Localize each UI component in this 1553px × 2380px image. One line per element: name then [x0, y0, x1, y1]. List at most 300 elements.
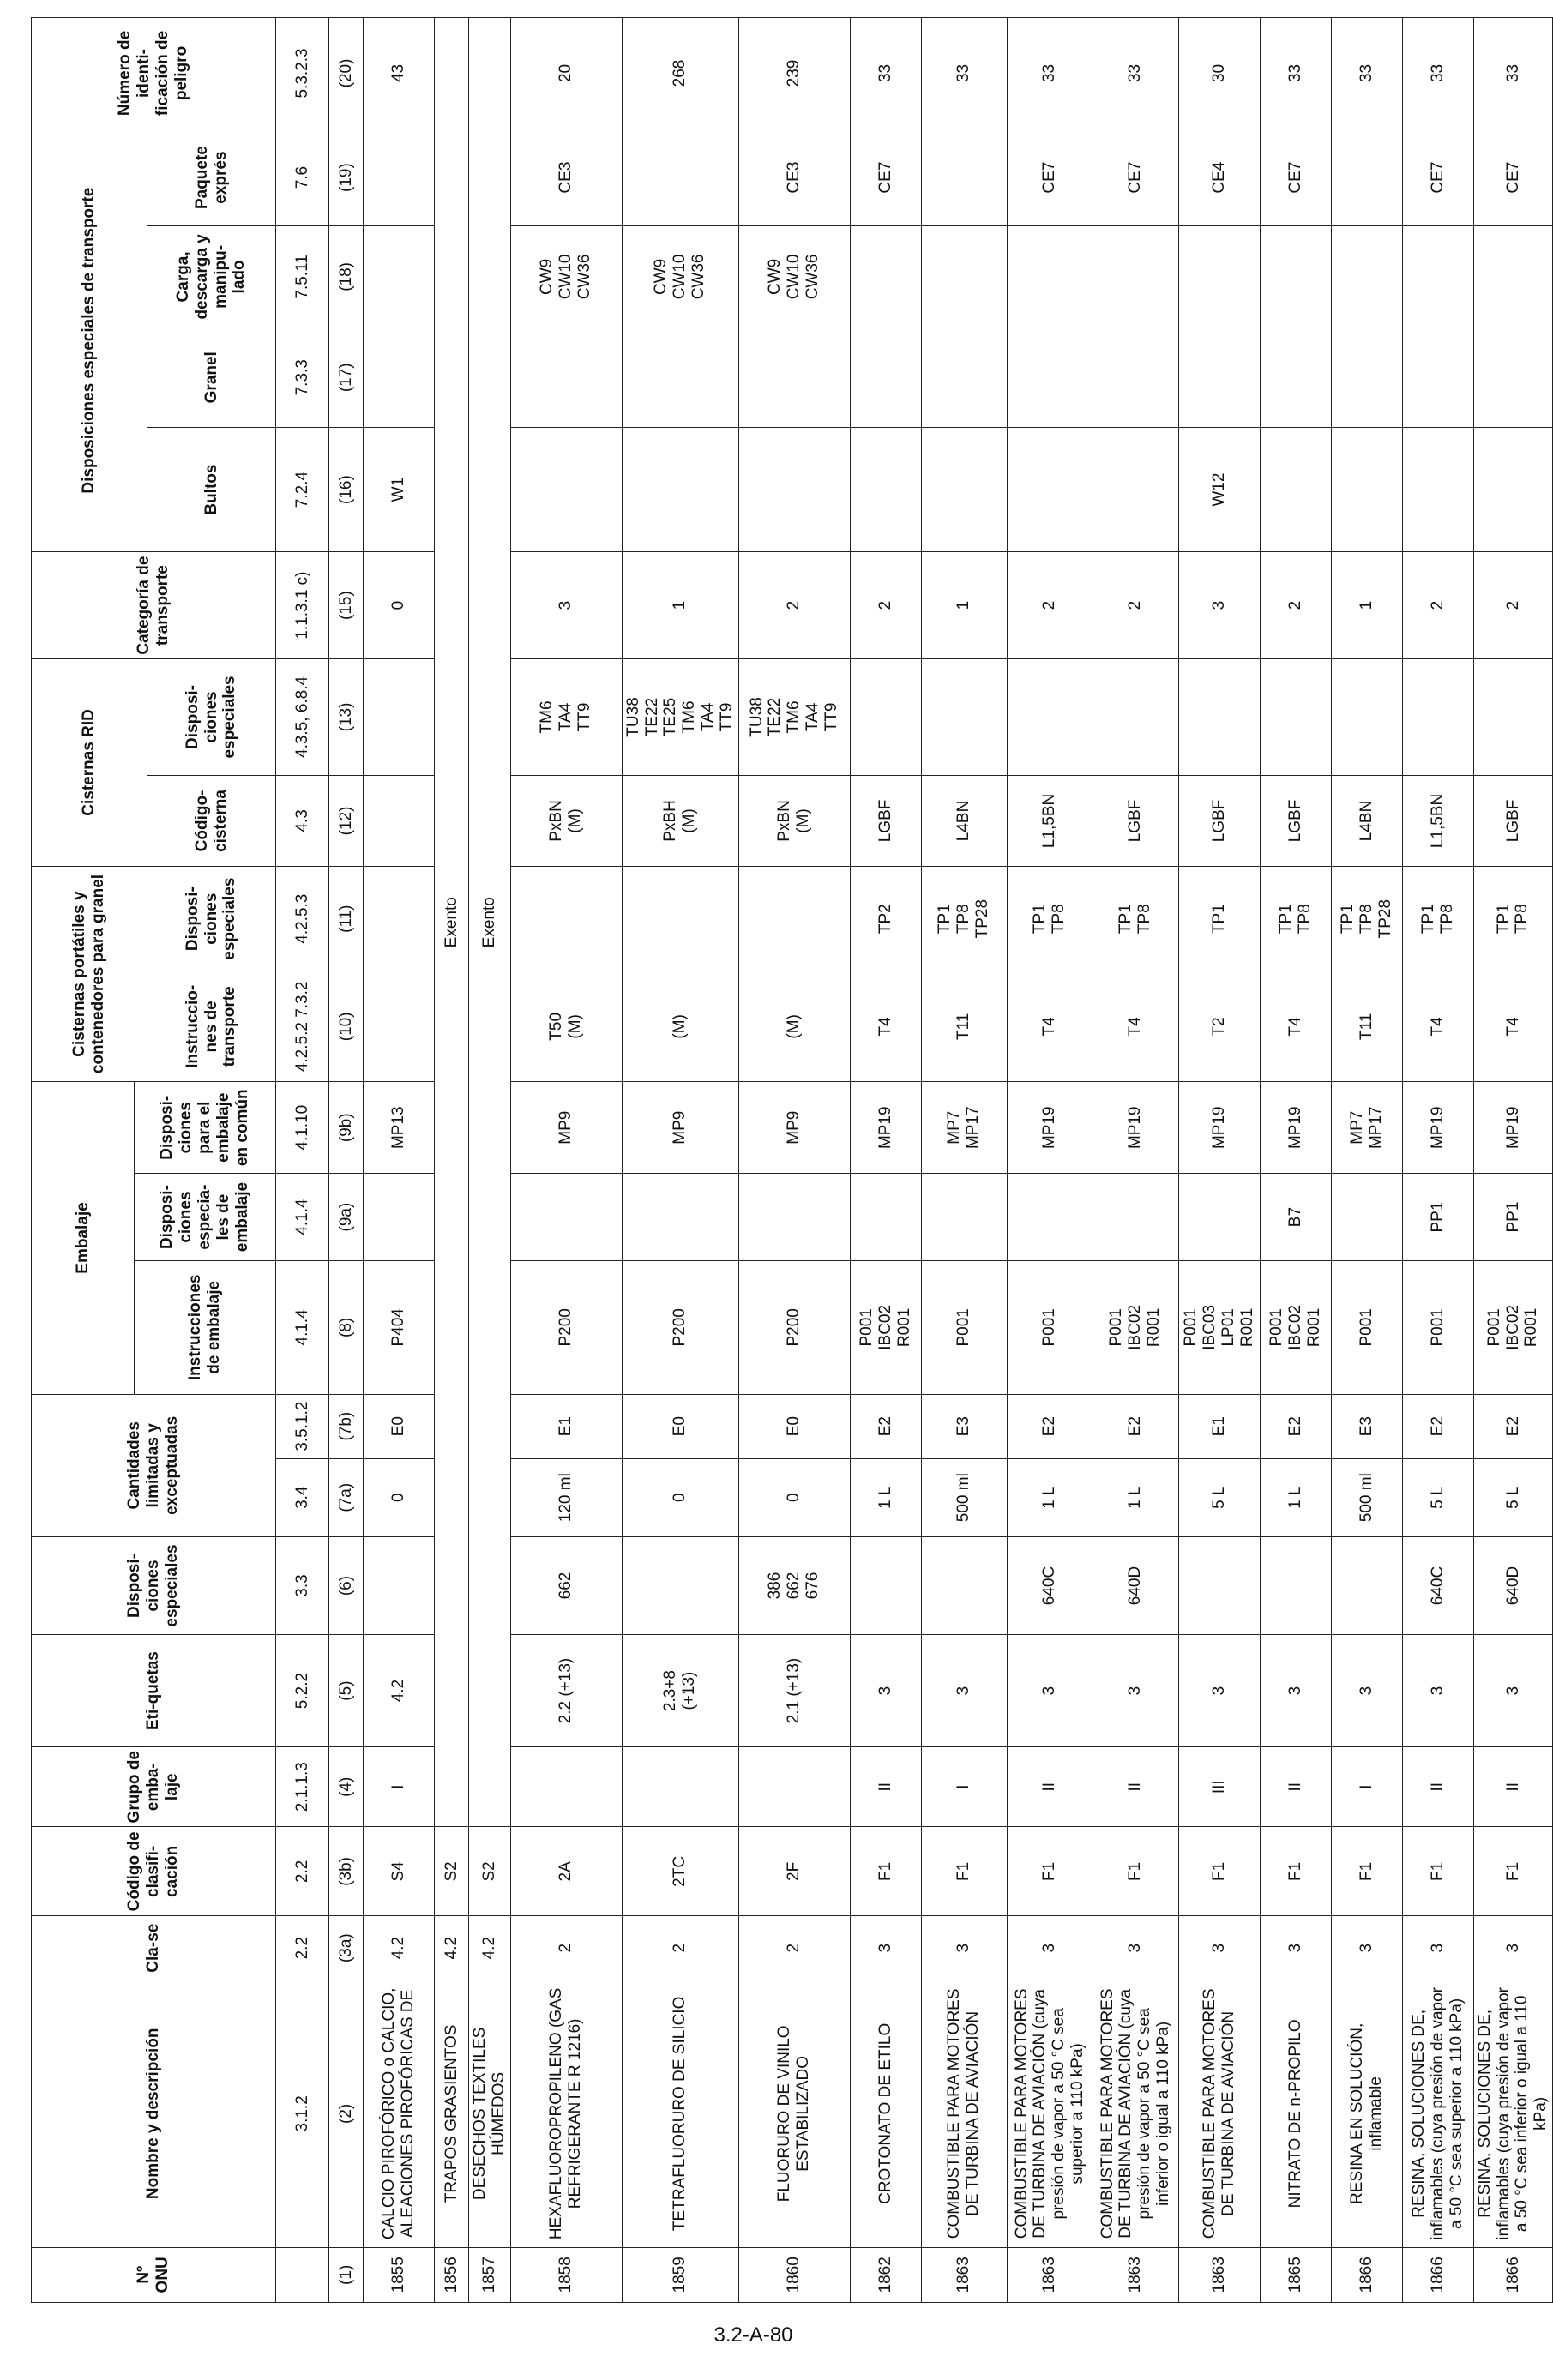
- table-cell: TP1 TP8 TP28: [921, 866, 1007, 971]
- table-cell: 1 L: [1093, 1458, 1178, 1536]
- reference-cell: 7.3.3: [276, 328, 329, 427]
- header-grupo: Grupo de emba-laje: [32, 1746, 276, 1826]
- table-cell: [738, 328, 850, 427]
- table-cell: F1: [921, 1827, 1007, 1916]
- header-cantidades: Cantidades limitadas y exceptuadas: [32, 1394, 276, 1536]
- table-cell: 33: [850, 18, 921, 129]
- table-cell: B7: [1260, 1174, 1331, 1261]
- table-cell: 3: [1473, 1916, 1552, 1980]
- table-cell: 3: [1260, 1916, 1331, 1980]
- table-cell: 3: [1331, 1916, 1402, 1980]
- table-cell: F1: [1473, 1827, 1552, 1916]
- table-cell: II: [1007, 1746, 1093, 1826]
- table-cell: TP1 TP8: [1473, 866, 1552, 971]
- table-cell: [921, 427, 1007, 551]
- table-row: [1260, 18, 1331, 2303]
- table-cell: [1093, 328, 1178, 427]
- table-cell: 2: [738, 552, 850, 659]
- table-row: [1331, 18, 1402, 2303]
- table-cell: III: [1178, 1746, 1260, 1826]
- table-cell: E0: [738, 1394, 850, 1458]
- table-cell: II: [850, 1746, 921, 1826]
- table-cell: 1 L: [850, 1458, 921, 1536]
- table-cell: E2: [1402, 1394, 1473, 1458]
- reference-cell: 1.1.3.1 c): [276, 552, 329, 659]
- substance-name: FLUORURO DE VINILO ESTABILIZADO: [738, 1980, 850, 2248]
- table-cell: 3: [921, 1635, 1007, 1747]
- table-cell: 5 L: [1402, 1458, 1473, 1536]
- substance-name: RESINA EN SOLUCIÓN, inflamable: [1331, 1980, 1402, 2248]
- table-cell: [850, 658, 921, 775]
- table-cell: S4: [364, 1827, 435, 1916]
- table-cell: E0: [622, 1394, 738, 1458]
- table-cell: P001 IBC02 R001: [1093, 1260, 1178, 1394]
- table-cell: 1 L: [1007, 1458, 1093, 1536]
- table-cell: T50 (M): [510, 971, 622, 1082]
- table-cell: 3: [1178, 552, 1260, 659]
- table-row: [510, 18, 622, 2303]
- substance-name: COMBUSTIBLE PARA MOTORES DE TURBINA DE AVIACIÓN: [921, 1980, 1007, 2248]
- table-cell: L4BN: [1331, 775, 1402, 866]
- table-cell: 3: [850, 1916, 921, 1980]
- table-cell: P001 IBC02 R001: [1473, 1260, 1552, 1394]
- table-cell: [1473, 328, 1552, 427]
- table-cell: 33: [921, 18, 1007, 129]
- reference-cell: 4.2.5.2 7.3.2: [276, 971, 329, 1082]
- table-cell: 268: [622, 18, 738, 129]
- exempt-label: Exento: [469, 18, 511, 1827]
- table-cell: W12: [1178, 427, 1260, 551]
- table-cell: [364, 866, 435, 971]
- reference-cell: 7.5.11: [276, 226, 329, 328]
- header-disp-emb-comun: Disposi-ciones para el embalaje en común: [135, 1082, 276, 1174]
- table-cell: F1: [1007, 1827, 1093, 1916]
- dangerous-goods-table: [31, 17, 1553, 2303]
- table-cell: E2: [1093, 1394, 1178, 1458]
- un-number: 1866: [1331, 2247, 1402, 2302]
- table-cell: [1260, 226, 1331, 328]
- table-row: [1473, 18, 1552, 2303]
- table-cell: S2: [469, 1827, 511, 1916]
- table-cell: [1331, 226, 1402, 328]
- table-cell: [1331, 1174, 1402, 1261]
- substance-name: CROTONATO DE ETILO: [850, 1980, 921, 2248]
- table-cell: T11: [921, 971, 1007, 1082]
- table-cell: [622, 427, 738, 551]
- column-number-cell: (20): [329, 18, 364, 129]
- table-cell: E2: [1260, 1394, 1331, 1458]
- substance-name: COMBUSTIBLE PARA MOTORES DE TURBINA DE AVIACIÓN (cuya presión de vapor a 50 °C sea superior a 110 kPa): [1007, 1980, 1093, 2248]
- exempt-label: Exento: [435, 18, 469, 1827]
- table-cell: [738, 866, 850, 971]
- reference-cell: 2.2: [276, 1916, 329, 1980]
- table-cell: 640D: [1093, 1536, 1178, 1634]
- table-cell: CE3: [738, 129, 850, 225]
- table-cell: 2: [1473, 552, 1552, 659]
- reference-cell: 4.1.4: [276, 1260, 329, 1394]
- table-cell: 1: [921, 552, 1007, 659]
- reference-cell: 3.4: [276, 1458, 329, 1536]
- table-cell: I: [1331, 1746, 1402, 1826]
- reference-cell: 4.3: [276, 775, 329, 866]
- table-cell: E1: [510, 1394, 622, 1458]
- table-cell: P001 IBC02 R001: [850, 1260, 921, 1394]
- table-cell: [1178, 328, 1260, 427]
- table-cell: L1,5BN: [1402, 775, 1473, 866]
- table-cell: [1178, 226, 1260, 328]
- table-cell: [364, 1174, 435, 1261]
- table-cell: TP1 TP8: [1402, 866, 1473, 971]
- reference-cell: [276, 2247, 329, 2302]
- column-number-cell: (16): [329, 427, 364, 551]
- table-cell: P404: [364, 1260, 435, 1394]
- table-cell: [364, 226, 435, 328]
- table-cell: CW9 CW10 CW36: [622, 226, 738, 328]
- table-cell: 33: [1093, 18, 1178, 129]
- table-row: [622, 18, 738, 2303]
- reference-cell: 2.2: [276, 1827, 329, 1916]
- table-cell: 0: [364, 552, 435, 659]
- substance-name: COMBUSTIBLE PARA MOTORES DE TURBINA DE AVIACIÓN: [1178, 1980, 1260, 2248]
- table-cell: MP13: [364, 1082, 435, 1174]
- table-cell: LGBF: [1473, 775, 1552, 866]
- table-cell: F1: [1402, 1827, 1473, 1916]
- un-number: 1863: [1093, 2247, 1178, 2302]
- table-cell: 1 L: [1260, 1458, 1331, 1536]
- table-cell: MP19: [1178, 1082, 1260, 1174]
- table-cell: I: [364, 1746, 435, 1826]
- table-cell: [1178, 658, 1260, 775]
- header-disp-esp: Disposi-ciones especiales: [32, 1536, 276, 1634]
- substance-name: RESINA, SOLUCIONES DE, inflamables (cuya presión de vapor a 50 °C sea superior a 110 kPa): [1402, 1980, 1473, 2248]
- table-cell: TP1 TP8: [1007, 866, 1093, 971]
- table-cell: [850, 427, 921, 551]
- table-cell: 3: [510, 552, 622, 659]
- table-cell: [738, 427, 850, 551]
- table-cell: MP19: [1473, 1082, 1552, 1174]
- column-number-cell: (13): [329, 658, 364, 775]
- table-cell: 5 L: [1178, 1458, 1260, 1536]
- table-cell: F1: [1331, 1827, 1402, 1916]
- table-cell: 2: [1093, 552, 1178, 659]
- table-cell: [622, 1174, 738, 1261]
- table-cell: [1260, 1536, 1331, 1634]
- table-cell: 3: [1178, 1916, 1260, 1980]
- table-cell: II: [1402, 1746, 1473, 1826]
- table-cell: P200: [510, 1260, 622, 1394]
- table-cell: 4.2: [364, 1635, 435, 1747]
- table-cell: 5 L: [1473, 1458, 1552, 1536]
- page-number: 3.2-A-80: [713, 2323, 793, 2347]
- table-cell: [1093, 226, 1178, 328]
- reference-cell: 5.2.2: [276, 1635, 329, 1747]
- table-cell: [1331, 658, 1402, 775]
- table-cell: CE7: [1093, 129, 1178, 225]
- table-cell: MP19: [1093, 1082, 1178, 1174]
- substance-name: NITRATO DE n-PROPILO: [1260, 1980, 1331, 2248]
- table-cell: 3: [1473, 1635, 1552, 1747]
- table-cell: P001: [1402, 1260, 1473, 1394]
- table-cell: PP1: [1402, 1174, 1473, 1261]
- column-number-row: [329, 18, 364, 2303]
- table-cell: [921, 1174, 1007, 1261]
- header-no-onu: Nº ONU: [32, 2247, 276, 2302]
- column-number-cell: (19): [329, 129, 364, 225]
- table-cell: CE7: [1007, 129, 1093, 225]
- table-cell: I: [921, 1746, 1007, 1826]
- header-categoria: Categoría de transporte: [32, 552, 276, 659]
- table-cell: LGBF: [850, 775, 921, 866]
- table-cell: E2: [1473, 1394, 1552, 1458]
- table-cell: TP1 TP8 TP28: [1331, 866, 1402, 971]
- header-cisternas-port: Cisternas portátiles y contenedores para granel: [32, 866, 147, 1081]
- column-number-cell: (15): [329, 552, 364, 659]
- table-cell: [364, 658, 435, 775]
- table-cell: [510, 866, 622, 971]
- table-cell: W1: [364, 427, 435, 551]
- reference-row: [276, 18, 329, 2303]
- table-cell: P001: [921, 1260, 1007, 1394]
- header-disp-esp-cp: Disposi-ciones especiales: [147, 866, 276, 971]
- table-cell: CW9 CW10 CW36: [510, 226, 622, 328]
- table-cell: CE4: [1178, 129, 1260, 225]
- column-number-cell: (8): [329, 1260, 364, 1394]
- table-cell: P001 IBC02 R001: [1260, 1260, 1331, 1394]
- table-cell: II: [1093, 1746, 1178, 1826]
- table-cell: [510, 1746, 622, 1826]
- header-codigo-cisterna: Código-cisterna: [147, 775, 276, 866]
- table-cell: T4: [1260, 971, 1331, 1082]
- table-cell: 33: [1402, 18, 1473, 129]
- column-number-cell: (1): [329, 2247, 364, 2302]
- header-carga: Carga, descarga y manipu-lado: [147, 226, 276, 328]
- table-cell: 3: [850, 1635, 921, 1747]
- table-cell: 30: [1178, 18, 1260, 129]
- table-cell: F1: [1260, 1827, 1331, 1916]
- table-cell: 500 ml: [1331, 1458, 1402, 1536]
- un-number: 1863: [1178, 2247, 1260, 2302]
- table-cell: CW9 CW10 CW36: [738, 226, 850, 328]
- table-cell: 3: [1331, 1635, 1402, 1747]
- table-cell: 33: [1007, 18, 1093, 129]
- table-cell: S2: [435, 1827, 469, 1916]
- table-cell: CE3: [510, 129, 622, 225]
- column-number-cell: (7b): [329, 1394, 364, 1458]
- table-cell: P200: [738, 1260, 850, 1394]
- table-cell: 2: [510, 1916, 622, 1980]
- table-cell: [1473, 226, 1552, 328]
- un-number: 1866: [1402, 2247, 1473, 2302]
- table-cell: [622, 1536, 738, 1634]
- table-cell: L4BN: [921, 775, 1007, 866]
- un-number: 1865: [1260, 2247, 1331, 2302]
- table-cell: MP19: [1260, 1082, 1331, 1174]
- table-cell: MP19: [850, 1082, 921, 1174]
- table-row-exempt: [435, 18, 469, 2303]
- reference-cell: 4.2.5.3: [276, 866, 329, 971]
- table-row: [850, 18, 921, 2303]
- table-cell: F1: [1178, 1827, 1260, 1916]
- header-disp-esp-emb: Disposi-ciones especia-les de embalaje: [135, 1174, 276, 1261]
- table-cell: P200: [622, 1260, 738, 1394]
- substance-name: COMBUSTIBLE PARA MOTORES DE TURBINA DE AVIACIÓN (cuya presión de vapor a 50 °C sea inferior o igual a 110 kPa): [1093, 1980, 1178, 2248]
- header-instr-transporte: Instruccio-nes de transporte: [147, 971, 276, 1082]
- substance-name: CALCIO PIROFÓRICO o CALCIO, ALEACIONES PIROFÓRICAS DE: [364, 1980, 435, 2248]
- table-cell: E0: [364, 1394, 435, 1458]
- table-cell: 2TC: [622, 1827, 738, 1916]
- table-cell: [738, 1174, 850, 1261]
- un-number: 1860: [738, 2247, 850, 2302]
- table-cell: II: [1260, 1746, 1331, 1826]
- table-cell: E3: [1331, 1394, 1402, 1458]
- table-cell: 640C: [1402, 1536, 1473, 1634]
- table-cell: 43: [364, 18, 435, 129]
- table-cell: [364, 328, 435, 427]
- un-number: 1859: [622, 2247, 738, 2302]
- table-cell: [1402, 427, 1473, 551]
- reference-cell: 7.6: [276, 129, 329, 225]
- table-cell: (M): [738, 971, 850, 1082]
- reference-cell: 3.5.1.2: [276, 1394, 329, 1458]
- table-cell: 33: [1473, 18, 1552, 129]
- table-cell: F1: [1093, 1827, 1178, 1916]
- table-cell: 386 662 676: [738, 1536, 850, 1634]
- table-cell: 2A: [510, 1827, 622, 1916]
- table-cell: [1093, 1174, 1178, 1261]
- table-cell: [510, 328, 622, 427]
- table-cell: [850, 226, 921, 328]
- un-number: 1856: [435, 2247, 469, 2302]
- table-cell: MP9: [622, 1082, 738, 1174]
- table-cell: T4: [1473, 971, 1552, 1082]
- table-cell: 0: [738, 1458, 850, 1536]
- header-disp-esp-rid: Disposi-ciones especiales: [147, 658, 276, 775]
- column-number-cell: (5): [329, 1635, 364, 1747]
- table-cell: 20: [510, 18, 622, 129]
- column-number-cell: (18): [329, 226, 364, 328]
- un-number: 1866: [1473, 2247, 1552, 2302]
- header-paquete: Paquete exprés: [147, 129, 276, 225]
- table-cell: [850, 1174, 921, 1261]
- table-cell: II: [1473, 1746, 1552, 1826]
- table-row: [921, 18, 1007, 2303]
- header-instr-emb: Instrucciones de embalaje: [135, 1260, 276, 1394]
- table-cell: PxBH (M): [622, 775, 738, 866]
- table-cell: [1402, 658, 1473, 775]
- table-cell: 1: [622, 552, 738, 659]
- table-cell: 0: [364, 1458, 435, 1536]
- table-cell: LGBF: [1093, 775, 1178, 866]
- substance-name: RESINA, SOLUCIONES DE, inflamables (cuya presión de vapor a 50 °C sea inferior o igual a 110 kPa): [1473, 1980, 1552, 2248]
- table-cell: [1093, 658, 1178, 775]
- table-cell: [622, 129, 738, 225]
- table-cell: [364, 971, 435, 1082]
- column-number-cell: (4): [329, 1746, 364, 1826]
- table-cell: 4.2: [364, 1916, 435, 1980]
- table-cell: TU38 TE22 TM6 TA4 TT9: [738, 658, 850, 775]
- table-cell: PxBN (M): [738, 775, 850, 866]
- table-cell: 3: [1402, 1916, 1473, 1980]
- table-cell: 2: [1402, 552, 1473, 659]
- table-cell: PxBN (M): [510, 775, 622, 866]
- table-cell: 3: [1402, 1635, 1473, 1747]
- table-row: [364, 18, 435, 2303]
- column-number-cell: (9a): [329, 1174, 364, 1261]
- table-cell: [1473, 658, 1552, 775]
- table-row: [1093, 18, 1178, 2303]
- table-cell: [510, 427, 622, 551]
- table-cell: 4.2: [435, 1916, 469, 1980]
- table-cell: [1260, 658, 1331, 775]
- table-cell: TP1 TP8: [1260, 866, 1331, 971]
- table-body: [364, 18, 1553, 2303]
- table-cell: [1331, 1536, 1402, 1634]
- table-cell: 662: [510, 1536, 622, 1634]
- table-cell: [738, 1746, 850, 1826]
- table-cell: [921, 658, 1007, 775]
- reference-cell: 5.3.2.3: [276, 18, 329, 129]
- table-cell: L1,5BN: [1007, 775, 1093, 866]
- table-row-exempt: [469, 18, 511, 2303]
- table-cell: [850, 1536, 921, 1634]
- table-cell: 3: [921, 1916, 1007, 1980]
- table-cell: 33: [1260, 18, 1331, 129]
- table-cell: 3: [1007, 1635, 1093, 1747]
- table-cell: [364, 129, 435, 225]
- substance-name: HEXAFLUOROPROPILENO (GAS REFRIGERANTE R 1216): [510, 1980, 622, 2248]
- column-number-cell: (10): [329, 971, 364, 1082]
- table-cell: 3: [1178, 1635, 1260, 1747]
- substance-name: TRAPOS GRASIENTOS: [435, 1980, 469, 2248]
- table-cell: T11: [1331, 971, 1402, 1082]
- reference-cell: 2.1.1.3: [276, 1746, 329, 1826]
- un-number: 1858: [510, 2247, 622, 2302]
- column-number-cell: (11): [329, 866, 364, 971]
- table-cell: [1178, 1536, 1260, 1634]
- table-cell: [921, 129, 1007, 225]
- un-number: 1855: [364, 2247, 435, 2302]
- table-cell: P001 IBC03 LP01 R001: [1178, 1260, 1260, 1394]
- rotated-page: [31, 17, 1550, 2303]
- reference-cell: 3.1.2: [276, 1980, 329, 2248]
- table-cell: MP9: [510, 1082, 622, 1174]
- table-cell: CE7: [1260, 129, 1331, 225]
- header-disp-transporte: Disposiciones especiales de transporte: [32, 129, 147, 551]
- table-cell: 640D: [1473, 1536, 1552, 1634]
- table-cell: 1: [1331, 552, 1402, 659]
- table-cell: [622, 328, 738, 427]
- header-etiquetas: Eti-quetas: [32, 1635, 276, 1747]
- table-cell: MP19: [1007, 1082, 1093, 1174]
- table-cell: [1093, 427, 1178, 551]
- table-cell: 2: [738, 1916, 850, 1980]
- table-cell: [921, 226, 1007, 328]
- table-cell: PP1: [1473, 1174, 1552, 1261]
- header-clase: Cla-se: [32, 1916, 276, 1980]
- reference-cell: 4.1.4: [276, 1174, 329, 1261]
- column-number-cell: (9b): [329, 1082, 364, 1174]
- table-cell: TP1: [1178, 866, 1260, 971]
- table-cell: TM6 TA4 TT9: [510, 658, 622, 775]
- table-cell: [622, 1746, 738, 1826]
- reference-cell: 7.2.4: [276, 427, 329, 551]
- table-cell: [622, 866, 738, 971]
- table-cell: [1331, 427, 1402, 551]
- table-cell: 640C: [1007, 1536, 1093, 1634]
- table-cell: MP9: [738, 1082, 850, 1174]
- table-cell: 2: [850, 552, 921, 659]
- column-number-cell: (17): [329, 328, 364, 427]
